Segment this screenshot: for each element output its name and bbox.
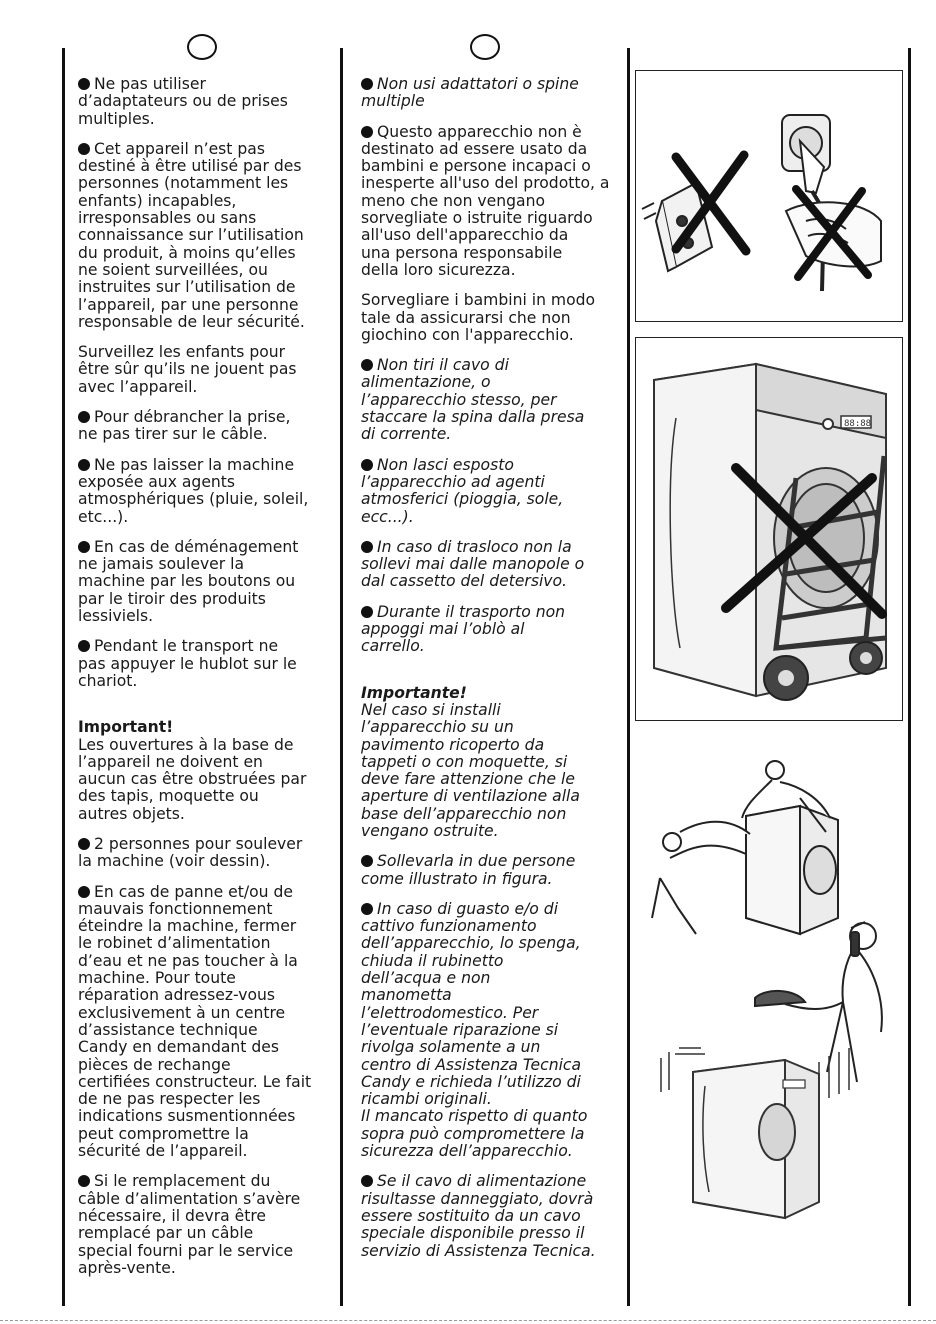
bullet-icon (78, 541, 90, 553)
bullet-icon (78, 640, 90, 652)
instruction-paragraph: 2 personnes pour soulever la machine (voir dessin). (78, 834, 303, 871)
important-notice (78, 719, 338, 823)
instruction-paragraph: Non tiri il cavo di alimentazione, o l’apparecchio stesso, per staccare la spina dalla presa di corrente. (361, 356, 585, 444)
instruction-paragraph: Pendant le transport ne pas appuyer le hublot sur le chariot. (78, 637, 297, 690)
bullet-icon (78, 143, 90, 155)
bullet-icon (361, 1175, 373, 1187)
bullet-icon (78, 1175, 90, 1187)
important-title: Importante! (361, 683, 467, 702)
language-circle-italian (470, 34, 500, 60)
bullet-icon (361, 606, 373, 618)
left-column-rule (62, 48, 65, 1306)
illustration-call-service (655, 912, 900, 1224)
instruction-paragraph: Pour débrancher la prise, ne pas tirer sur le câble. (78, 408, 291, 444)
instruction-paragraph: Ne pas utiliser d’adaptateurs ou de prises multiples. (78, 75, 288, 128)
bullet-icon (78, 459, 90, 471)
middle-column-rule-1 (340, 48, 343, 1306)
instruction-paragraph: Durante il trasporto non appoggi mai l’oblò al carrello. (361, 602, 566, 656)
wall-socket-illustration (782, 115, 830, 193)
bullet-icon (361, 126, 373, 138)
instruction-paragraph: Questo apparecchio non è destinato ad essere usato da bambini e persone incapaci o inesperte all'uso del prodotto, a meno che non vengano sorvegliate o istruite riguardo all'uso dell'apparecchio da una persona responsabile della loro sicurezza. (361, 122, 610, 279)
bullet-icon (78, 886, 90, 898)
instruction-paragraph: En cas de déménagement ne jamais soulever la machine par les boutons ou par le tiroir des produits lessiviels. (78, 537, 299, 626)
instruction-paragraph: Non lasci esposto l’apparecchio ad agenti atmosferici (pioggia, sole, ecc...). (361, 455, 564, 526)
instruction-paragraph: Sorvegliare i bambini in modo tale da assicurarsi che non giochino con l'apparecchio. (361, 291, 596, 344)
middle-column-rule-2 (627, 48, 630, 1306)
washing-machine-illustration (693, 1060, 819, 1218)
bullet-icon (361, 541, 373, 553)
illustration-no-trolley-panel (635, 337, 903, 721)
instruction-paragraph: In caso di trasloco non la sollevi mai dalle manopole o dal cassetto del detersivo. (361, 537, 585, 591)
svg-text:88:88: 88:88 (844, 419, 872, 429)
instruction-paragraph: In caso di guasto e/o di cattivo funzionamento dell’apparecchio, lo spenga, chiuda il rubinetto dell’acqua e non manometta l’elettrodomestico. Per l’eventuale riparazione si rivolga solamente a un centro di Assistenza Tecnica Candy e richieda l’utilizzo di ricambi originali. Il mancato rispetto di quanto sopra può compromettere la sicurezza dell’apparecchio. (361, 899, 588, 1161)
bullet-icon (361, 903, 373, 915)
important-text: Nel caso si installi l’apparecchio su un pavimento ricoperto da tappeti o con moquette, si deve fare attenzione che le aperture di ventilazione alla base dell’apparecchio non vengano ostruite. (361, 700, 580, 840)
bullet-icon (78, 78, 90, 90)
important-text: Les ouvertures à la base de l’appareil ne doivent en aucun cas être obstruées par des tapis, moquette ou autres objets. (78, 735, 307, 823)
instruction-paragraph: Non usi adattatori o spine multiple (361, 75, 579, 111)
instruction-paragraph: Ne pas laisser la machine exposée aux agents atmosphériques (pluie, soleil, etc...). (78, 455, 309, 526)
instruction-paragraph: Sollevarla in due persone come illustrato in figura. (361, 852, 576, 888)
page-bottom-dashed-line (0, 1320, 936, 1321)
italian-text-column (361, 76, 623, 1273)
right-column-rule (908, 48, 911, 1306)
bullet-icon (78, 411, 90, 423)
bullet-icon (361, 459, 373, 471)
instruction-paragraph: Cet appareil n’est pas destiné à être utilisé par des personnes (notamment les enfants) incapables, irresponsables ou sans connaissance sur l’utilisation du produit, à moins qu’elles ne soient surveillées, ou instruites sur l’utilisation de l’appareil, par une personne responsable de leur sécurité. (78, 139, 305, 331)
washing-machine-illustration (654, 364, 886, 696)
important-notice (361, 685, 623, 841)
iron-icon (755, 991, 805, 1006)
important-title: Important! (78, 718, 174, 737)
phone-icon (851, 932, 859, 956)
language-circle-french (187, 34, 217, 60)
instruction-paragraph: Si le remplacement du câble d’alimentation s’avère nécessaire, il devra être remplacé par un câble special fourni par le service après-vente. (78, 1172, 301, 1277)
instruction-paragraph: Se il cavo di alimentazione risultasse danneggiato, dovrà essere sostituito da un cavo speciale disponibile presso il servizio di Assistenza Tecnica. (361, 1172, 596, 1260)
instruction-paragraph: Surveillez les enfants pour être sûr qu’ils ne jouent pas avec l’appareil. (78, 343, 297, 396)
french-text-column (78, 76, 338, 1290)
illustration-no-adapters-panel (635, 70, 903, 322)
illustration-two-persons-lifting (650, 758, 850, 936)
instruction-paragraph: En cas de panne et/ou de mauvais fonctionnement éteindre la machine, fermer le robinet d’alimentation d’eau et ne pas toucher à la machine. Pour toute réparation adressez-vous exclusivement à un centre d’assistance technique Candy en demandant des pièces de rechange certifiées constructeur. Le fait de ne pas respecter les indications susmentionnées peut compromettre la sécurité de l’appareil. (78, 882, 312, 1161)
bullet-icon (361, 855, 373, 867)
bullet-icon (361, 359, 373, 371)
bullet-icon (361, 78, 373, 90)
bullet-icon (78, 838, 90, 850)
